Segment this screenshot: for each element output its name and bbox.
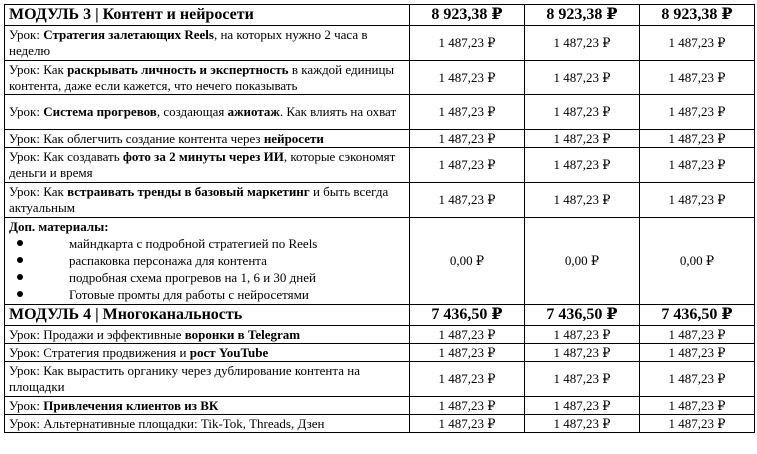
extras-cell xyxy=(5,218,410,305)
lesson-text: Урок: xyxy=(9,397,44,413)
table-row xyxy=(5,148,755,183)
extras-row xyxy=(5,218,755,305)
course-price-table xyxy=(4,4,755,433)
lesson-price: 1 487,23 ₽ xyxy=(640,95,755,130)
bullet-icon xyxy=(17,274,23,280)
lesson-price: 1 487,23 ₽ xyxy=(410,326,525,344)
lesson-text: , которые сэкономят деньги и время xyxy=(9,149,396,180)
lesson-price: 1 487,23 ₽ xyxy=(640,183,755,218)
module-3-price-2: 8 923,38 ₽ xyxy=(525,5,640,26)
table-row xyxy=(5,26,755,61)
lesson-price: 1 487,23 ₽ xyxy=(640,415,755,433)
course-price-table-sheet xyxy=(4,4,755,433)
lesson-price: 1 487,23 ₽ xyxy=(410,397,525,415)
extras-price: 0,00 ₽ xyxy=(640,218,755,305)
lesson-price: 1 487,23 ₽ xyxy=(410,148,525,183)
lesson-title xyxy=(5,61,410,95)
bullet-icon xyxy=(17,291,23,297)
lesson-title xyxy=(5,344,410,362)
lesson-price: 1 487,23 ₽ xyxy=(640,26,755,61)
table-row xyxy=(5,183,755,218)
lesson-price: 1 487,23 ₽ xyxy=(410,344,525,362)
lesson-text: Урок: Стратегия продвижения и xyxy=(9,344,190,360)
lesson-text: Урок: Как создавать xyxy=(9,149,123,164)
lesson-price: 1 487,23 ₽ xyxy=(525,415,640,433)
bullet-icon xyxy=(17,257,23,263)
lesson-price: 1 487,23 ₽ xyxy=(640,326,755,344)
lesson-price: 1 487,23 ₽ xyxy=(410,183,525,218)
lesson-price: 1 487,23 ₽ xyxy=(525,344,640,362)
list-item xyxy=(9,235,405,252)
module-3-header-row xyxy=(5,5,755,26)
list-item xyxy=(9,269,405,286)
lesson-price: 1 487,23 ₽ xyxy=(640,148,755,183)
lesson-price: 1 487,23 ₽ xyxy=(525,326,640,344)
lesson-price: 1 487,23 ₽ xyxy=(525,183,640,218)
lesson-text: и быть всегда актуальным xyxy=(9,184,389,215)
lesson-title xyxy=(5,148,410,183)
table-row xyxy=(5,95,755,130)
lesson-price: 1 487,23 ₽ xyxy=(525,61,640,95)
lesson-price: 1 487,23 ₽ xyxy=(525,362,640,397)
lesson-title xyxy=(5,326,410,344)
lesson-text: . Как влиять на охват xyxy=(279,104,397,119)
table-row xyxy=(5,61,755,95)
lesson-title xyxy=(5,95,410,130)
table-row xyxy=(5,130,755,148)
lesson-text-bold: раскрывать личность и экспертность xyxy=(67,61,289,77)
lesson-text: Урок: xyxy=(9,27,44,42)
lesson-text: , создающая xyxy=(156,104,228,119)
table-row xyxy=(5,415,755,433)
lesson-price: 1 487,23 ₽ xyxy=(410,130,525,148)
table-row xyxy=(5,326,755,344)
table-row xyxy=(5,397,755,415)
extras-title: Доп. материалы: xyxy=(9,219,109,234)
lesson-text-bold: Стратегия залетающих Reels xyxy=(43,27,214,42)
lesson-price: 1 487,23 ₽ xyxy=(525,148,640,183)
extras-price: 0,00 ₽ xyxy=(410,218,525,305)
bullet-icon xyxy=(17,240,23,246)
extras-item-text: майндкарта с подробной стратегией по Reels xyxy=(69,236,318,251)
table-row xyxy=(5,344,755,362)
lesson-text: Урок: Как вырастить органику через дублирование контента на площадки xyxy=(9,363,360,394)
lesson-title xyxy=(5,397,410,415)
lesson-text: Урок: xyxy=(9,104,44,119)
module-4-price-2: 7 436,50 ₽ xyxy=(525,305,640,326)
module-4-header-row xyxy=(5,305,755,326)
lesson-text: Урок: Как xyxy=(9,184,68,199)
lesson-price: 1 487,23 ₽ xyxy=(640,397,755,415)
lesson-price: 1 487,23 ₽ xyxy=(525,26,640,61)
extras-price: 0,00 ₽ xyxy=(525,218,640,305)
lesson-text-bold: ажиотаж xyxy=(227,104,280,119)
module-4-price-1: 7 436,50 ₽ xyxy=(410,305,525,326)
lesson-title xyxy=(5,183,410,218)
lesson-text: Урок: Как облегчить создание контента через xyxy=(9,130,264,146)
list-item xyxy=(9,252,405,269)
module-3-price-3: 8 923,38 ₽ xyxy=(640,5,755,26)
lesson-text-bold: рост YouTube xyxy=(189,344,269,360)
lesson-price: 1 487,23 ₽ xyxy=(410,415,525,433)
module-3-price-1: 8 923,38 ₽ xyxy=(410,5,525,26)
lesson-price: 1 487,23 ₽ xyxy=(410,362,525,397)
lesson-price: 1 487,23 ₽ xyxy=(640,362,755,397)
lesson-text-bold: нейросети xyxy=(263,130,324,146)
table-row xyxy=(5,362,755,397)
module-4-price-3: 7 436,50 ₽ xyxy=(640,305,755,326)
lesson-price: 1 487,23 ₽ xyxy=(410,26,525,61)
lesson-price: 1 487,23 ₽ xyxy=(525,397,640,415)
lesson-text: , на которых нужно 2 часа в неделю xyxy=(9,27,368,58)
lesson-title xyxy=(5,362,410,397)
lesson-text: Урок: Альтернативные площадки: Tik-Tok, Threads, Дзен xyxy=(9,415,325,431)
lesson-text-bold: фото за 2 минуты через ИИ xyxy=(122,149,284,164)
lesson-title xyxy=(5,415,410,433)
lesson-title xyxy=(5,130,410,148)
lesson-text-bold: Привлечения клиентов из ВК xyxy=(43,397,219,413)
lesson-text: Урок: Как xyxy=(9,61,68,77)
lesson-text-bold: воронки в Telegram xyxy=(184,326,301,342)
extras-item-text: Готовые промты для работы с нейросетями xyxy=(69,287,309,302)
extras-item-text: распаковка персонажа для контента xyxy=(69,253,267,268)
lesson-price: 1 487,23 ₽ xyxy=(525,95,640,130)
lesson-price: 1 487,23 ₽ xyxy=(410,61,525,95)
lesson-title xyxy=(5,26,410,61)
lesson-price: 1 487,23 ₽ xyxy=(640,130,755,148)
lesson-text: в каждой единицы контента, даже если кажется, что нечего показывать xyxy=(9,61,395,93)
lesson-price: 1 487,23 ₽ xyxy=(640,344,755,362)
lesson-text: Урок: Продажи и эффективные xyxy=(9,326,185,342)
extras-list xyxy=(9,235,405,303)
lesson-price: 1 487,23 ₽ xyxy=(410,95,525,130)
extras-item-text: подробная схема прогревов на 1, 6 и 30 дней xyxy=(69,270,316,285)
module-3-title: МОДУЛЬ 3 | Контент и нейросети xyxy=(5,5,410,26)
lesson-price: 1 487,23 ₽ xyxy=(640,61,755,95)
lesson-price: 1 487,23 ₽ xyxy=(525,130,640,148)
lesson-text-bold: встраивать тренды в базовый маркетинг xyxy=(67,184,310,199)
module-4-title: МОДУЛЬ 4 | Многоканальность xyxy=(5,305,410,326)
list-item xyxy=(9,286,405,303)
lesson-text-bold: Система прогревов xyxy=(43,104,157,119)
